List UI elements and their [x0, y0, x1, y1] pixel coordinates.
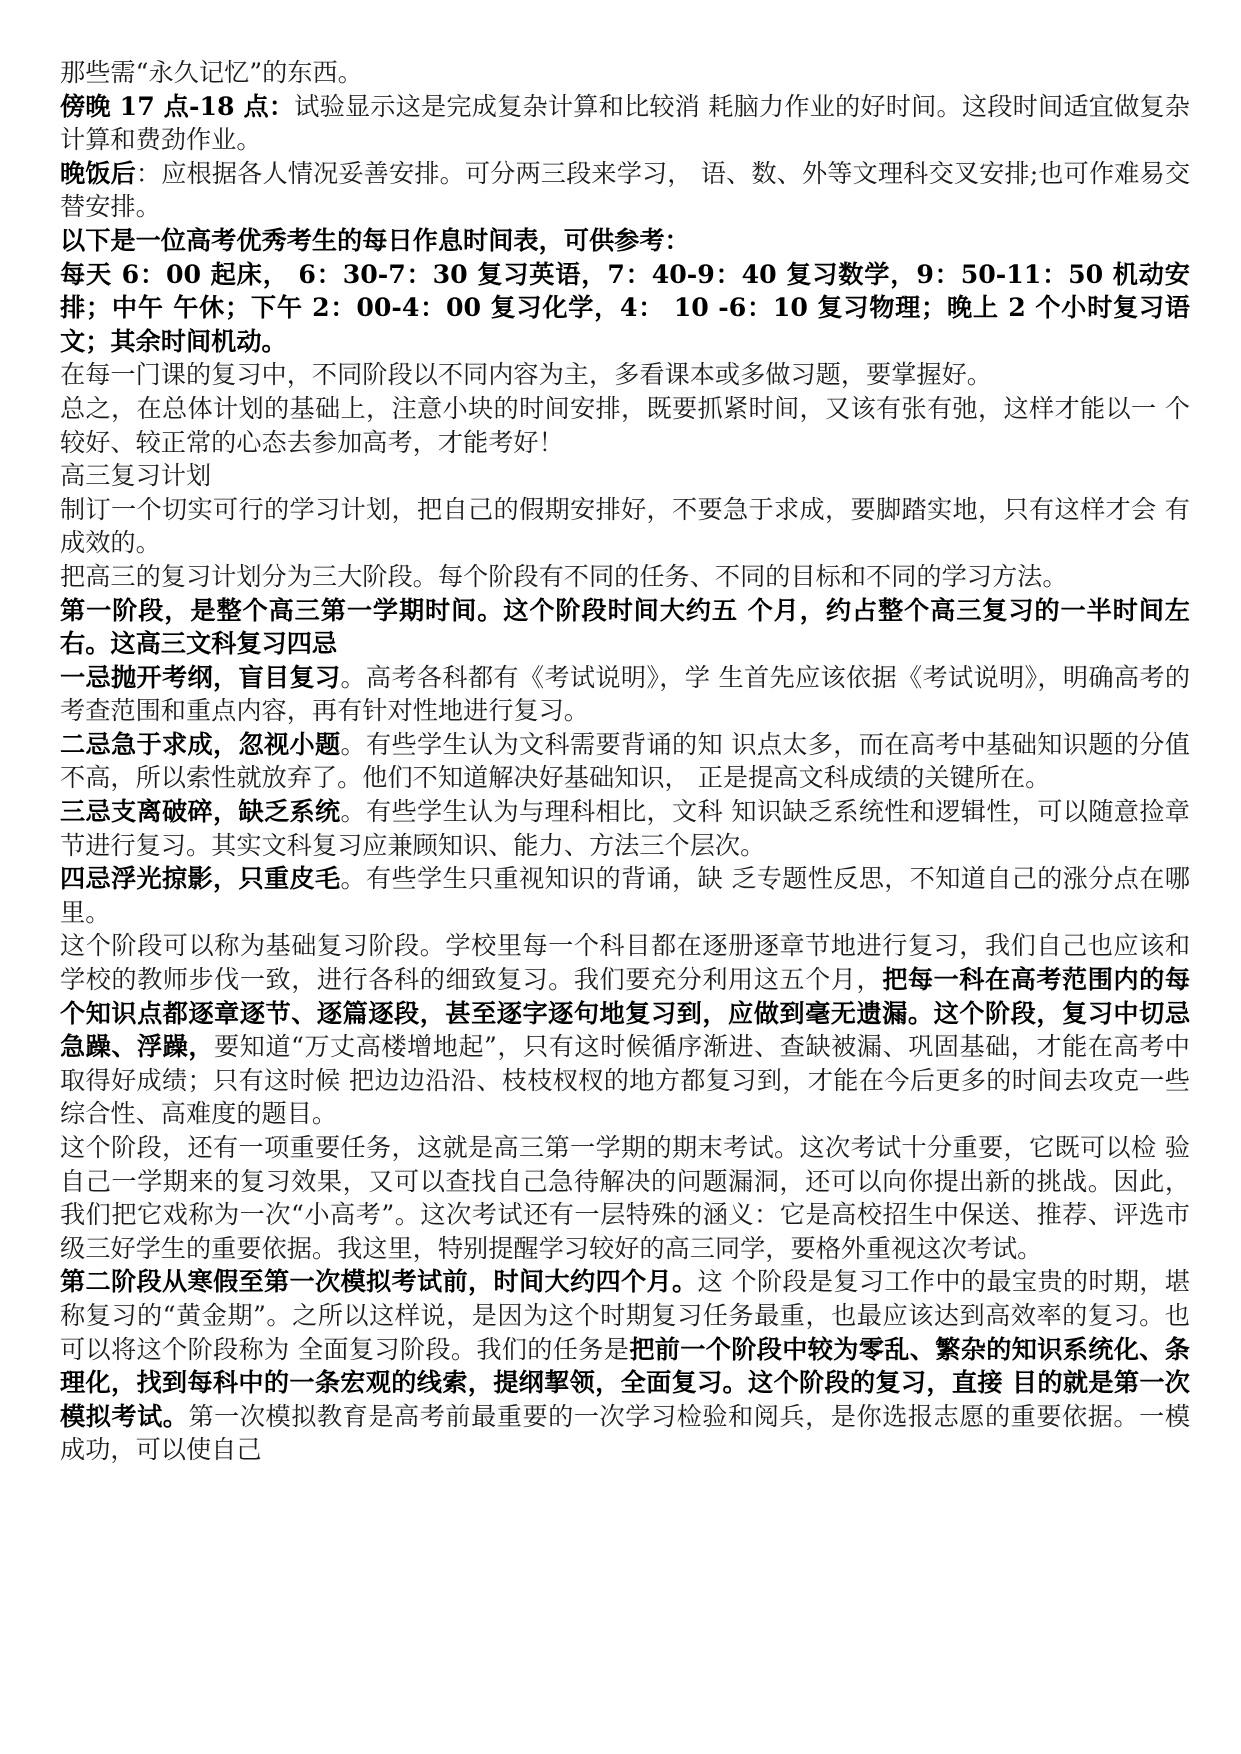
- bold-run: 第一阶段，是整个高三第一学期时间。这个阶段时间大约五 个月，约占整个高三复习的一半时间左右。这高三文科复习四忌: [60, 594, 1190, 659]
- text-run: 那些需“永久记忆”的东西。: [60, 58, 363, 87]
- paragraph-summary: [60, 392, 1190, 459]
- text-run: 把高三的复习计划分为三大阶段。每个阶段有不同的任务、不同的目标和不同的学习方法。: [60, 561, 1068, 591]
- bold-run: 一忌抛开考纲，盲目复习: [60, 661, 341, 692]
- paragraph-stage-two: [60, 1265, 1190, 1467]
- bold-run: 傍晚 17 点-18 点：: [60, 90, 295, 121]
- text-run: 制订一个切实可行的学习计划，把自己的假期安排好，不要急于求成，要脚踏实地，只有这样才会 有成效的。: [60, 494, 1190, 558]
- paragraph-evening-schedule: [60, 90, 1190, 157]
- paragraph-final-exam: [60, 1131, 1190, 1265]
- text-run: ：应根据各人情况妥善安排。可分两三段来学习， 语、数、外等文理科交叉安排;也可作难易交替安排。: [60, 158, 1191, 222]
- paragraph-timetable-intro: [60, 224, 1190, 258]
- paragraph-taboo-two: [60, 728, 1190, 795]
- text-run: 。高考各科都有《考试说明》，学 生首先应该依据《考试说明》，明确高考的考查范围和重点内容，再有针对性地进行复习。: [60, 662, 1191, 726]
- bold-run: 每天 6：00 起床， 6：30-7：30 复习英语，7：40-9：40 复习数学，9：50-11：50 机动安排；中午 午休；下午 2：00-4：00 复习化学，4： 10 -6：10 复习物理；晚上 2 个小时复习语文；其余时间机动。: [60, 258, 1190, 356]
- paragraph-daily-timetable: [60, 258, 1190, 359]
- text-run: 这个阶段可以称为基础复习阶段。学校里每一个科目都在逐册逐章节地进行复习，我们自己也应该和学校的教师步伐一致，进行各科的细致复习。我们要充分利用这五个月，: [60, 931, 1190, 995]
- text-run: 在每一门课的复习中，不同阶段以不同内容为主，多看课本或多做习题，要掌握好。: [60, 360, 992, 390]
- paragraph-three-stages: [60, 560, 1190, 594]
- text-run: 这个阶段，还有一项重要任务，这就是高三第一学期的期末考试。这次考试十分重要，它既可以检 验自己一学期来的复习效果，又可以查找自己急待解决的问题漏洞，还可以向你提出新的挑战。因此，我们把它戏称为一次“小高考”。这次考试还有一层特殊的涵义：它是高校招生中保送、推荐、评选市级三好学生的重要依据。我这里，特别提醒学习较好的高三同学，要格外重视这次考试。: [60, 1133, 1190, 1263]
- document-page: [60, 56, 1190, 1467]
- text-run: 高三复习计划: [60, 461, 212, 491]
- bold-run: 晚饭后: [60, 157, 136, 188]
- paragraph-taboo-four: [60, 862, 1190, 929]
- text-run: 。有些学生认为文科需要背诵的知 识点太多，而在高考中基础知识题的分值不高，所以索性就放弃了。他们不知道解决好基础知识， 正是提高文科成绩的关键所在。: [60, 729, 1190, 793]
- text-run: 第一次模拟教育是高考前最重要的一次学习检验和阅兵，是你选报志愿的重要依据。一模成功，可以使自己: [60, 1401, 1191, 1465]
- bold-run: 三忌支离破碎，缺乏系统: [60, 796, 341, 827]
- paragraph-after-dinner: [60, 157, 1190, 224]
- paragraph-taboo-three: [60, 795, 1190, 862]
- paragraph-make-plan: [60, 493, 1190, 560]
- paragraph-basic-review: [60, 929, 1190, 1131]
- bold-run: 四忌浮光掠影，只重皮毛: [60, 863, 341, 894]
- text-run: 试验显示这是完成复杂计算和比较消 耗脑力作业的好时间。这段时间适宜做复杂计算和费劲作业。: [60, 91, 1190, 155]
- text-run: 要知道“万丈高楼增地起”，只有这时候循序渐进、查缺被漏、巩固基础，才能在高考中取得好成绩；只有这时候 把边边沿沿、枝枝杈杈的地方都复习到，才能在今后更多的时间去攻克一些综合性、高难度的题目。: [60, 1032, 1190, 1129]
- paragraph-stage-one: [60, 594, 1190, 661]
- bold-run: 把前一个阶段中较为零乱、繁杂的知识系统化、条理化，找到每科中的一条宏观的线索，提纲挈领，全面复习。这个阶段的复习，直接 目的就是第一次模拟考试。: [60, 1333, 1190, 1431]
- bold-run: 第二阶段从寒假至第一次模拟考试前，时间大约四个月。: [60, 1266, 698, 1297]
- text-run: 。有些学生认为与理科相比，文科 知识缺乏系统性和逻辑性，可以随意捡章节进行复习。其实文科复习应兼顾知识、能力、方法三个层次。: [60, 797, 1190, 860]
- bold-run: 二忌急于求成，忽视小题: [60, 728, 341, 759]
- paragraph-review-stages: [60, 358, 1190, 392]
- paragraph-taboo-one: [60, 661, 1190, 728]
- text-run: 。有些学生只重视知识的背诵，缺 乏专题性反思，不知道自己的涨分点在哪里。: [60, 864, 1190, 927]
- text-run: 这 个阶段是复习工作中的最宝贵的时期，堪称复习的“黄金期”。之所以这样说，是因为这个时期复习任务最重，也最应该达到高效率的复习。也可以将这个阶段称为 全面复习阶段。我们的任务是: [60, 1267, 1190, 1364]
- text-run: 总之，在总体计划的基础上，注意小块的时间安排，既要抓紧时间，又该有张有弛，这样才能以一 个较好、较正常的心态去参加高考，才能考好！: [60, 393, 1190, 457]
- section-heading-review-plan: [60, 459, 1190, 493]
- paragraph-memory-note: [60, 56, 1190, 90]
- bold-run: 以下是一位高考优秀考生的每日作息时间表，可供参考：: [60, 224, 690, 255]
- bold-run: 把每一科在高考范围内的每个知识点都逐章逐节、逐篇逐段，甚至逐字逐句地复习到，应做到毫无遗漏。这个阶段，复习中切忌急躁、浮躁，: [60, 964, 1191, 1062]
